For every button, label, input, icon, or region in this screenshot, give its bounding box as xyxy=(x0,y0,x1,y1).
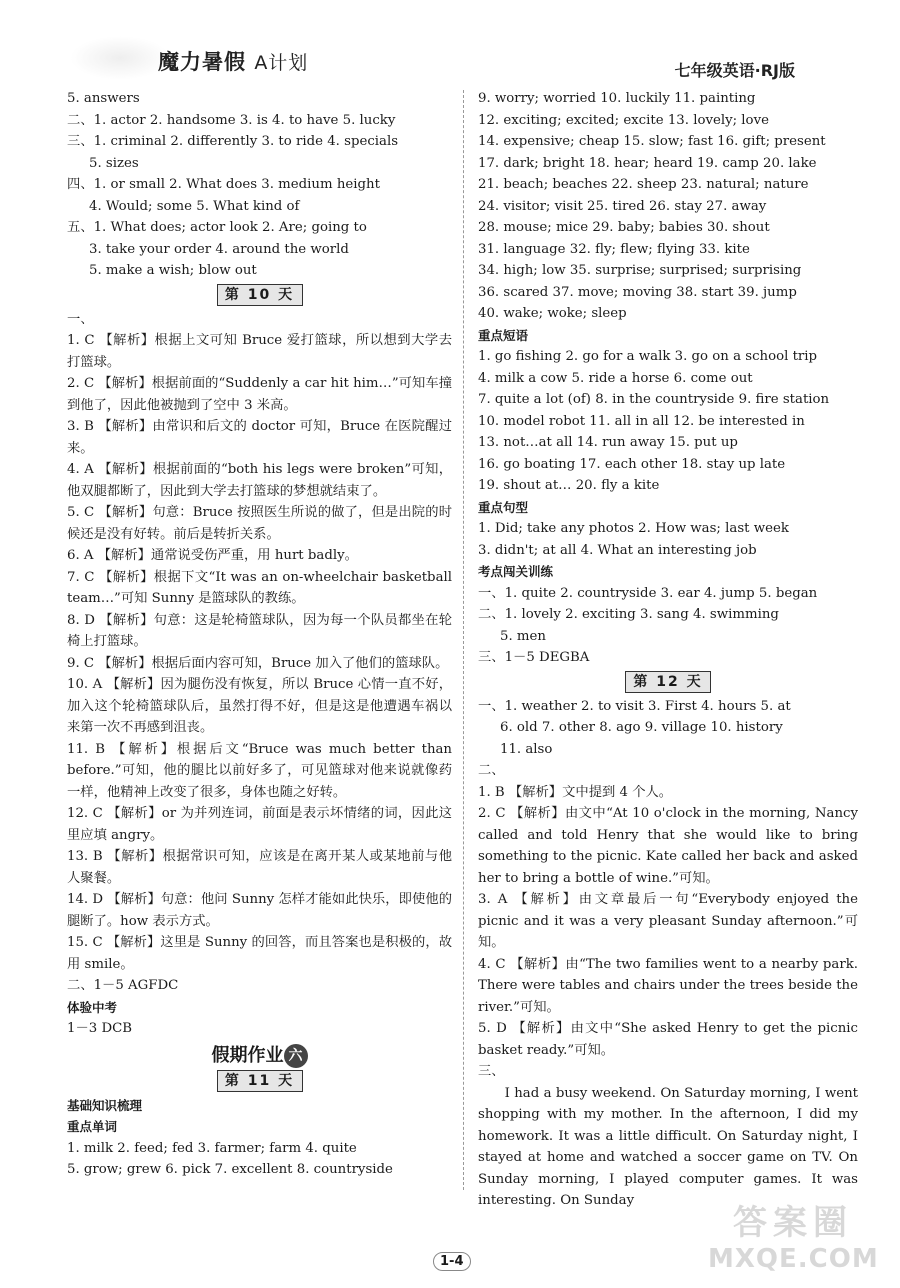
answer-line: 11. B 【解析】根据后文“Bruce was much better than before.”可知，他的腿比以前好多了，可见篮球对他来说就像药一样，他精神上改变了很多，身体也随之好转。 xyxy=(67,741,452,800)
watermark-bottom: MXQE.COM xyxy=(708,1244,879,1274)
answer-line: 6. A 【解析】通常说受伤严重，用 hurt badly。 xyxy=(67,548,358,563)
answer-line: 24. visitor; visit 25. tired 26. stay 27. away xyxy=(478,198,767,214)
answer-line: 二、 xyxy=(478,763,505,778)
day-heading: 第 10 天 xyxy=(217,284,303,306)
answer-line: 14. expensive; cheap 15. slow; fast 16. gift; present xyxy=(478,134,826,149)
answer-line: 5. grow; grew 6. pick 7. excellent 8. countryside xyxy=(67,1162,393,1177)
answer-line: 四、1. or small 2. What does 3. medium height xyxy=(67,177,380,192)
answer-line: 3. B 【解析】由常识和后文的 doctor 可知，Bruce 在医院醒过来。 xyxy=(67,419,452,456)
section-heading: 重点短语 xyxy=(478,327,529,343)
answer-line: 一、1. weather 2. to visit 3. First 4. hours 5. at xyxy=(478,698,791,714)
answer-line: 7. C 【解析】根据下文“It was an on-wheelchair basketball team…”可知 Sunny 是篮球队的教练。 xyxy=(67,569,452,606)
answer-line: 16. go boating 17. each other 18. stay up late xyxy=(478,456,786,472)
answer-line: 13. not…at all 14. run away 15. put up xyxy=(478,435,738,450)
answer-line: 3. take your order 4. around the world xyxy=(89,241,349,257)
watermark-top: 答案圈 xyxy=(733,1203,853,1243)
answer-line: 1. Did; take any photos 2. How was; last week xyxy=(478,521,789,536)
answer-line: 28. mouse; mice 29. baby; babies 30. shout xyxy=(478,220,770,235)
answer-line: 1. B 【解析】文中提到 4 个人。 xyxy=(478,784,673,800)
section-heading: 考点闯关训练 xyxy=(478,564,554,579)
homework-heading xyxy=(67,1044,452,1068)
left-column xyxy=(67,88,452,1181)
answer-line: 三、 xyxy=(478,1064,505,1079)
answer-line: 4. A 【解析】根据前面的“both his legs were broken”可知，他双腿都断了，因此到大学去打篮球的梦想就结束了。 xyxy=(67,462,452,499)
answer-line: 4. milk a cow 5. ride a horse 6. come out xyxy=(478,370,753,386)
answer-line: 2. C 【解析】根据前面的“Suddenly a car hit him…”可知车撞到他了，因此他被抛到了空中 3 米高。 xyxy=(67,376,452,413)
answer-line: 5. make a wish; blow out xyxy=(89,263,257,278)
brand-plan: A计划 xyxy=(254,52,309,74)
answer-line: 三、1－5 DEGBA xyxy=(478,650,590,665)
answer-line: 19. shout at… 20. fly a kite xyxy=(478,478,660,493)
answer-line: 10. model robot 11. all in all 12. be interested in xyxy=(478,413,805,429)
answer-line: 31. language 32. fly; flew; flying 33. kite xyxy=(478,241,750,257)
answer-line: 一、 xyxy=(67,311,94,327)
answer-line: 14. D 【解析】句意：他问 Sunny 怎样才能如此快乐，即使他的腿断了。how 表示方式。 xyxy=(67,892,452,929)
answer-line: 6. old 7. other 8. ago 9. village 10. history xyxy=(500,720,783,735)
answer-line: 1－3 DCB xyxy=(67,1021,133,1036)
section-heading: 基础知识梳理 xyxy=(67,1097,143,1113)
brand-title: 魔力暑假 xyxy=(158,50,246,74)
answer-line: 5. sizes xyxy=(89,155,139,171)
right-column xyxy=(478,88,858,1212)
answer-line: 9. C 【解析】根据后面内容可知，Bruce 加入了他们的篮球队。 xyxy=(67,655,449,671)
homework-number-badge: 六 xyxy=(284,1044,308,1068)
answer-line: 36. scared 37. move; moving 38. start 39. jump xyxy=(478,284,797,300)
answer-line: 17. dark; bright 18. hear; heard 19. camp 20. lake xyxy=(478,155,817,171)
answer-line: 1. C 【解析】根据上文可知 Bruce 爱打篮球，所以想到大学去打篮球。 xyxy=(67,333,452,370)
answer-line: 5. men xyxy=(500,628,546,644)
answer-line: 4. C 【解析】由“The two families went to a nearby park. There were tables and chairs under the trees beside the river.”可知。 xyxy=(478,956,858,1015)
answer-line: 40. wake; woke; sleep xyxy=(478,306,627,321)
answer-line: 3. didn't; at all 4. What an interesting job xyxy=(478,542,757,558)
section-heading: 体验中考 xyxy=(67,999,118,1015)
answer-line: 7. quite a lot (of) 8. in the countryside 9. fire station xyxy=(478,392,830,407)
section-heading: 重点单词 xyxy=(67,1119,118,1134)
answer-line: 21. beach; beaches 22. sheep 23. natural; nature xyxy=(478,177,809,192)
answer-line: 1. go fishing 2. go for a walk 3. go on a school trip xyxy=(478,349,818,364)
answer-line: 34. high; low 35. surprise; surprised; surprising xyxy=(478,263,802,278)
answer-line: 2. C 【解析】由文中“At 10 o'clock in the morning, Nancy called and told Henry that she would like to bring something to the picnic. Kate called her back and asked her to bring a bottle of wine.”可知。 xyxy=(478,806,858,886)
answer-line: 10. A 【解析】因为腿伤没有恢复，所以 Bruce 心情一直不好，加入这个轮椅篮球队后，虽然打得不好，但是这是他遭遇车祸以来第一次不再感到沮丧。 xyxy=(67,677,452,735)
answer-line: 9. worry; worried 10. luckily 11. painting xyxy=(478,91,756,106)
section-heading: 重点句型 xyxy=(478,499,529,515)
answer-line: 5. D 【解析】由文中“She asked Henry to get the picnic basket ready.”可知。 xyxy=(478,1021,858,1058)
answer-line: 5. answers xyxy=(67,91,140,106)
answer-line: 三、1. criminal 2. differently 3. to ride 4. specials xyxy=(67,134,399,149)
homework-title: 假期作业 xyxy=(211,1044,284,1066)
answer-line: 一、1. quite 2. countryside 3. ear 4. jump 5. began xyxy=(478,585,818,601)
answer-line: 3. A 【解析】由文章最后一句“Everybody enjoyed the picnic and it was a very pleasant Sunday afternoon.”可知。 xyxy=(478,892,858,950)
column-divider xyxy=(463,90,465,1190)
answer-line: 二、1. lovely 2. exciting 3. sang 4. swimming xyxy=(478,607,779,622)
answer-line: 8. D 【解析】句意：这是轮椅篮球队，因为每一个队员都坐在轮椅上打篮球。 xyxy=(67,612,452,649)
watermark xyxy=(708,1195,878,1283)
answer-line: 二、1. actor 2. handsome 3. is 4. to have 5. lucky xyxy=(67,112,396,128)
answer-line: 二、1－5 AGFDC xyxy=(67,978,179,993)
answer-line: 11. also xyxy=(500,741,553,757)
answer-line: 五、1. What does; actor look 2. Are; going to xyxy=(67,220,367,235)
answer-line: I had a busy weekend. On Saturday morning, I went shopping with my mother. In the afternoon, I did my homework. It was a little difficult. On Saturday night, I stayed at home and watched a soccer game on TV. On Sunday morning, I played computer games. It was interesting. On Sunday xyxy=(478,1085,858,1208)
page-number: 1-4 xyxy=(433,1252,471,1271)
answer-line: 13. B 【解析】根据常识可知，应该是在离开某人或某地前与他人聚餐。 xyxy=(67,849,452,886)
answer-line: 1. milk 2. feed; fed 3. farmer; farm 4. quite xyxy=(67,1140,357,1156)
header-decoration xyxy=(70,36,170,80)
answer-line: 12. exciting; excited; excite 13. lovely; love xyxy=(478,112,769,128)
grade-label: 七年级英语·RJ版 xyxy=(674,61,795,80)
day-heading: 第 11 天 xyxy=(217,1070,303,1092)
answer-line: 4. Would; some 5. What kind of xyxy=(89,198,300,214)
day-heading: 第 12 天 xyxy=(625,671,711,693)
answer-line: 12. C 【解析】or 为并列连词，前面是表示坏情绪的词，因此这里应填 angry。 xyxy=(67,806,452,843)
answer-line: 15. C 【解析】这里是 Sunny 的回答，而且答案也是积极的，故用 smile。 xyxy=(67,935,452,972)
brand-logo xyxy=(158,46,308,76)
answer-line: 5. C 【解析】句意：Bruce 按照医生所说的做了，但是出院的时候还是没有好转。前后是转折关系。 xyxy=(67,505,452,542)
